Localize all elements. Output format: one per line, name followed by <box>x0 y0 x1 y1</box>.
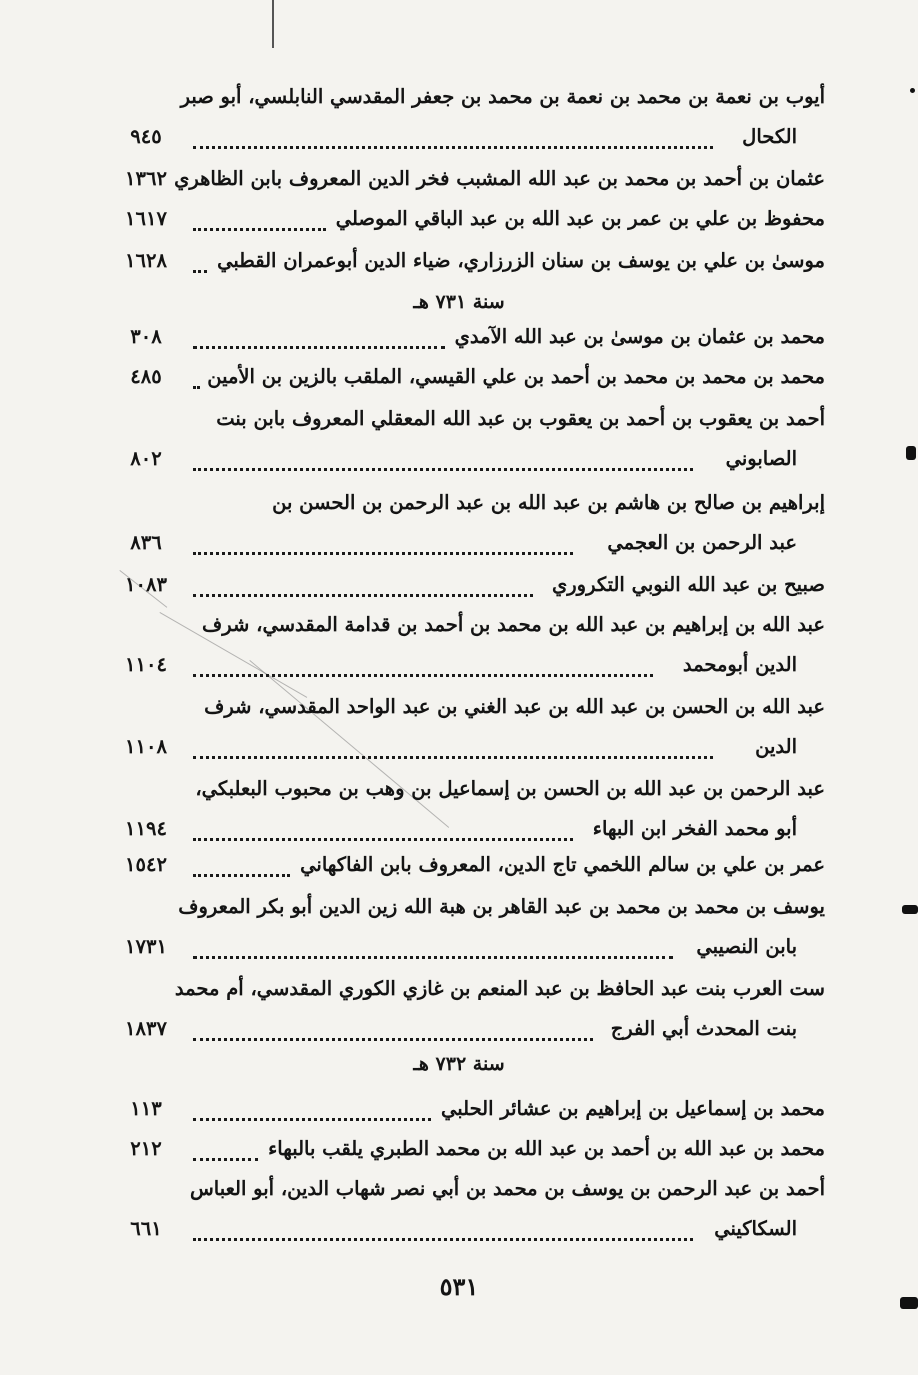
index-entry <box>115 200 825 240</box>
page-ref: ١٥٤٢ <box>125 853 167 876</box>
entry-name: أيوب بن نعمة بن محمد بن نعمة بن محمد بن جعفر المقدسي النابلسي، أبو صبر <box>180 85 825 108</box>
page-ref: ٢١٢ <box>130 1137 162 1160</box>
entry-name-continued: عبد الرحمن بن العجمي <box>607 531 797 554</box>
index-entry <box>115 688 825 768</box>
page-ref: ١١٩٤ <box>125 817 167 840</box>
leader-dots <box>193 1235 693 1241</box>
entry-name: صبيح بن عبد الله النوبي التكروري <box>551 573 825 596</box>
page-ref: ١٠٨٣ <box>125 573 167 596</box>
entry-name: عبد الله بن الحسن بن عبد الله بن عبد الغني بن عبد الواحد المقدسي، شرف <box>204 695 825 718</box>
edge-mark <box>906 446 916 460</box>
page-ref: ١٦١٧ <box>125 207 167 230</box>
index-entry <box>115 160 825 200</box>
index-entry <box>115 770 825 850</box>
index-entry <box>115 358 825 398</box>
index-entry <box>115 1130 825 1170</box>
page-ref: ٨٠٢ <box>130 447 162 470</box>
index-entry <box>115 1170 825 1250</box>
page-ref: ٩٤٥ <box>130 125 162 148</box>
entry-name: عبد الرحمن بن عبد الله بن الحسن بن إسماعيل بن وهب بن محبوب البعلبكي، <box>195 777 825 800</box>
page-ref: ٤٨٥ <box>130 365 162 388</box>
leader-dots <box>193 671 653 677</box>
entry-name-continued: بابن النصيبي <box>696 935 797 958</box>
leader-dots <box>193 1035 593 1041</box>
page-ref: ٣٠٨ <box>130 325 162 348</box>
entry-name: أحمد بن يعقوب بن أحمد بن يعقوب بن عبد الله المعقلي المعروف بابن بنت <box>216 407 825 430</box>
entry-name-continued: الكحال <box>742 125 797 148</box>
year-heading: سنة ٧٣١ هـ <box>413 291 505 313</box>
page-ref: ١٦٢٨ <box>125 249 167 272</box>
index-entry <box>115 400 825 480</box>
entry-name-continued: الصابوني <box>725 447 797 470</box>
entry-name-continued: الدين <box>755 735 797 758</box>
page-ref: ١٣٦٢ <box>125 167 167 190</box>
year-heading: سنة ٧٣٢ هـ <box>413 1053 505 1075</box>
edge-mark <box>902 905 918 914</box>
page-ref: ١٨٣٧ <box>125 1017 167 1040</box>
leader-dots <box>193 267 207 273</box>
leader-dots <box>193 343 445 349</box>
page-ref: ١١٠٨ <box>125 735 167 758</box>
page-ref: ١٧٣١ <box>125 935 167 958</box>
entry-name: عمر بن علي بن سالم اللخمي تاج الدين، المعروف بابن الفاكهاني <box>300 853 825 876</box>
page-number: ٥٣١ <box>439 1272 479 1301</box>
page-ref: ٦٦١ <box>130 1217 162 1240</box>
entry-name-continued: أبو محمد الفخر ابن البهاء <box>592 817 797 840</box>
entry-name: ست العرب بنت عبد الحافظ بن عبد المنعم بن غازي الكوري المقدسي، أم محمد <box>174 977 825 1000</box>
entry-name-continued: الدين أبومحمد <box>682 653 797 676</box>
index-entry <box>115 888 825 968</box>
entry-name: محمد بن عثمان بن موسىٰ بن عبد الله الآمدي <box>454 325 825 348</box>
entry-name: عبد الله بن إبراهيم بن عبد الله بن محمد بن أحمد بن قدامة المقدسي، شرف <box>202 613 825 636</box>
edge-mark <box>910 88 915 93</box>
leader-dots <box>193 871 290 877</box>
leader-dots <box>193 465 693 471</box>
leader-dots <box>193 383 197 389</box>
entry-name: يوسف بن محمد بن محمد بن عبد القاهر بن هبة الله زين الدين أبو بكر المعروف <box>178 895 825 918</box>
leader-dots <box>193 753 713 759</box>
entry-name-continued: بنت المحدث أبي الفرج <box>610 1017 797 1040</box>
entry-name: محفوظ بن علي بن عمر بن عبد الله بن عبد الباقي الموصلي <box>335 207 825 230</box>
index-entry <box>115 242 825 282</box>
leader-dots <box>193 1155 258 1161</box>
index-entry <box>115 1090 825 1130</box>
entry-name: عثمان بن أحمد بن محمد بن عبد الله المشبب فخر الدين المعروف بابن الظاهري <box>174 167 825 190</box>
page-ref: ١١٠٤ <box>125 653 167 676</box>
index-entry <box>115 846 825 886</box>
index-entry <box>115 566 825 606</box>
page-ref: ١١٣ <box>130 1097 162 1120</box>
index-entry <box>115 318 825 358</box>
leader-dots <box>193 953 673 959</box>
leader-dots <box>193 143 713 149</box>
entry-name: محمد بن محمد بن محمد بن أحمد بن علي القيسي، الملقب بالزين بن الأمين <box>207 365 825 388</box>
leader-dots <box>193 225 326 231</box>
index-entry <box>115 484 825 564</box>
header-rule <box>272 0 274 48</box>
leader-dots <box>193 549 573 555</box>
index-entry <box>115 606 825 686</box>
entry-name: إبراهيم بن صالح بن هاشم بن عبد الله بن عبد الرحمن بن الحسن بن <box>272 491 825 514</box>
index-entry <box>115 970 825 1050</box>
page-ref: ٨٣٦ <box>130 531 162 554</box>
leader-dots <box>193 1115 431 1121</box>
index-entry <box>115 78 825 158</box>
leader-dots <box>193 591 533 597</box>
leader-dots <box>193 835 573 841</box>
entry-name-continued: السكاكيني <box>714 1217 797 1240</box>
entry-name: محمد بن عبد الله بن أحمد بن عبد الله بن محمد الطبري يلقب بالبهاء <box>268 1137 825 1160</box>
entry-name: أحمد بن عبد الرحمن بن يوسف بن محمد بن أبي نصر شهاب الدين، أبو العباس <box>189 1177 825 1200</box>
entry-name: محمد بن إسماعيل بن إبراهيم بن عشائر الحلبي <box>440 1097 825 1120</box>
entry-name: موسىٰ بن علي بن يوسف بن سنان الزرزاري، ضياء الدين أبوعمران القطبي <box>217 249 825 272</box>
